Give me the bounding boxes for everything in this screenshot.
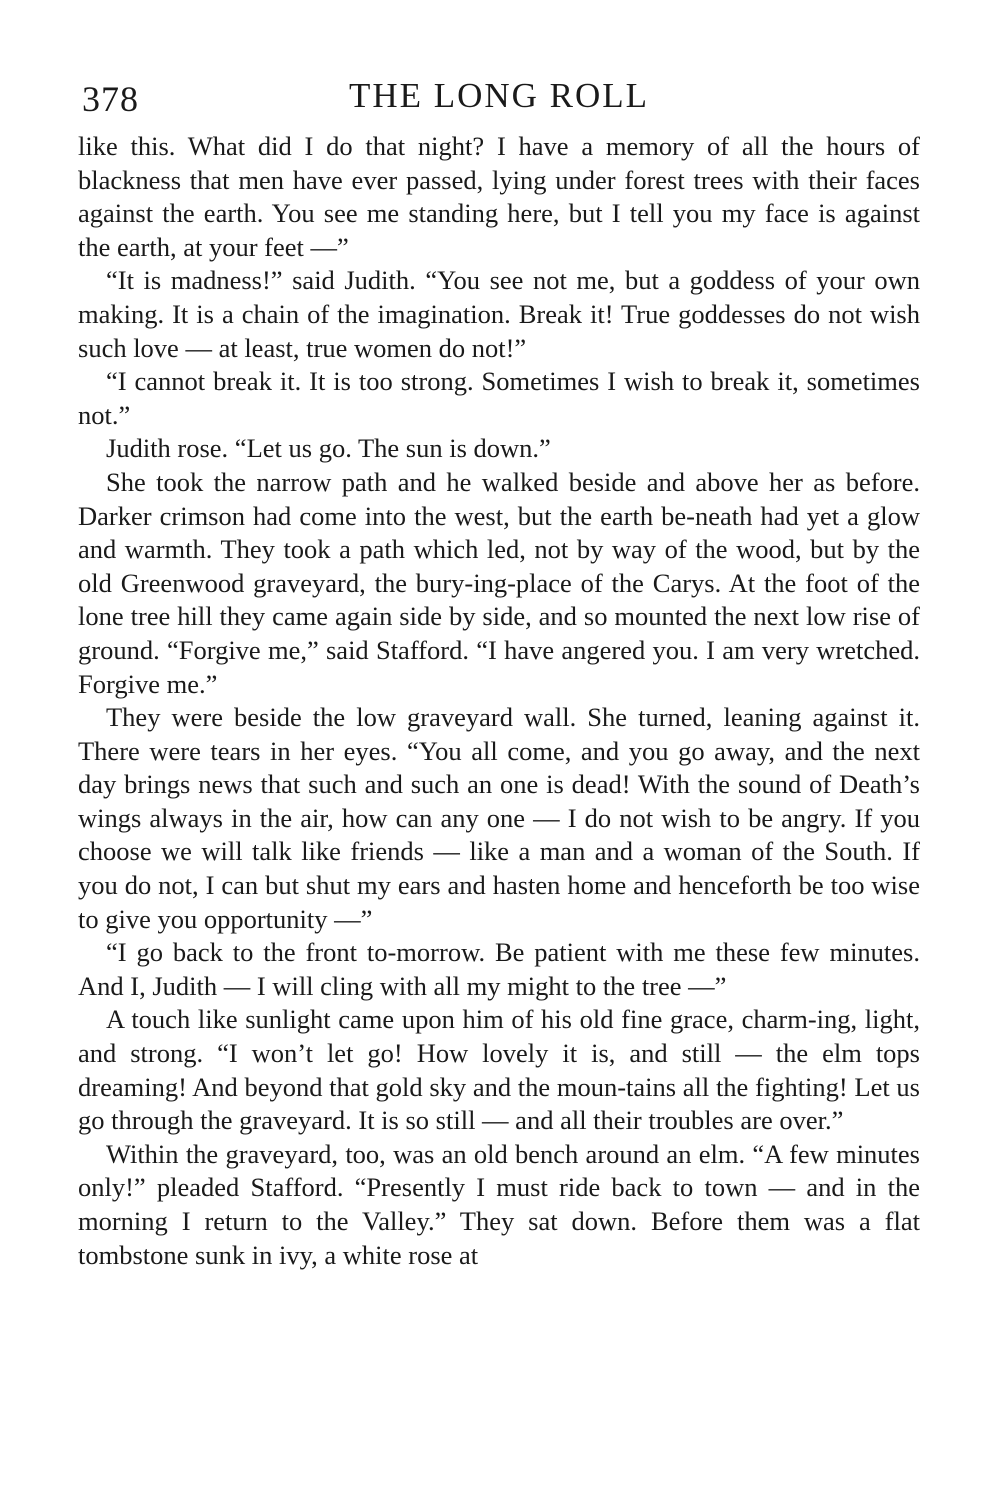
paragraph: Within the graveyard, too, was an old bench around an elm. “A few minutes only!” pleaded Stafford. “Presently I must ride back to town — and in the morning I return to the Valley.” They sat down. Before them was a flat tombstone sunk in ivy, a white rose at [78,1138,920,1270]
paragraph: Judith rose. “Let us go. The sun is down.” [106,433,551,464]
page-header [78,70,920,130]
paragraph: “I go back to the front to-morrow. Be patient with me these few minutes. And I, Judith — I will cling with all my might to the tree —” [78,937,920,1001]
paragraph: “I cannot break it. It is too strong. Sometimes I wish to break it, sometimes not.” [78,366,920,430]
body-text [78,130,920,1272]
paragraph: She took the narrow path and he walked beside and above her as before. Darker crimson had come into the west, but the earth be-neath had yet a glow and warmth. They took a path which led, not by way of the wood, but by the old Greenwood graveyard, the bury-ing-place of the Carys. At the foot of the lone tree hill they came again side by side, and so mounted the next low rise of ground. “Forgive me,” said Stafford. “I have angered you. I am very wretched. Forgive me.” [78,466,920,699]
paragraph: A touch like sunlight came upon him of his old fine grace, charm-ing, light, and strong. “I won’t let go! How lovely it is, and still — the elm tops dreaming! And beyond that gold sky and the moun-tains all the fighting! Let us go through the graveyard. It is so still — and all their troubles are over.” [78,1004,920,1136]
paragraph: They were beside the low graveyard wall. She turned, leaning against it. There were tears in her eyes. “You all come, and you go away, and the next day brings news that such and such an one is dead! With the sound of Death’s wings always in the air, how can any one — I do not wish to be angry. If you choose we will talk like friends — like a man and a woman of the South. If you do not, I can but shut my ears and hasten home and henceforth be too wise to give you opportunity —” [78,702,920,934]
paragraph: like this. What did I do that night? I have a memory of all the hours of blackness that men have ever passed, lying under forest trees with their faces against the earth. You see me standing here, but I tell you my face is against the earth, at your feet —” [78,131,920,262]
book-page [78,70,920,1272]
paragraph: “It is madness!” said Judith. “You see not me, but a goddess of your own making. It is a chain of the imagination. Break it! True goddesses do not wish such love — at least, true women do not!” [78,265,920,363]
running-title: THE LONG ROLL [348,76,650,115]
page-number: 378 [82,79,139,119]
